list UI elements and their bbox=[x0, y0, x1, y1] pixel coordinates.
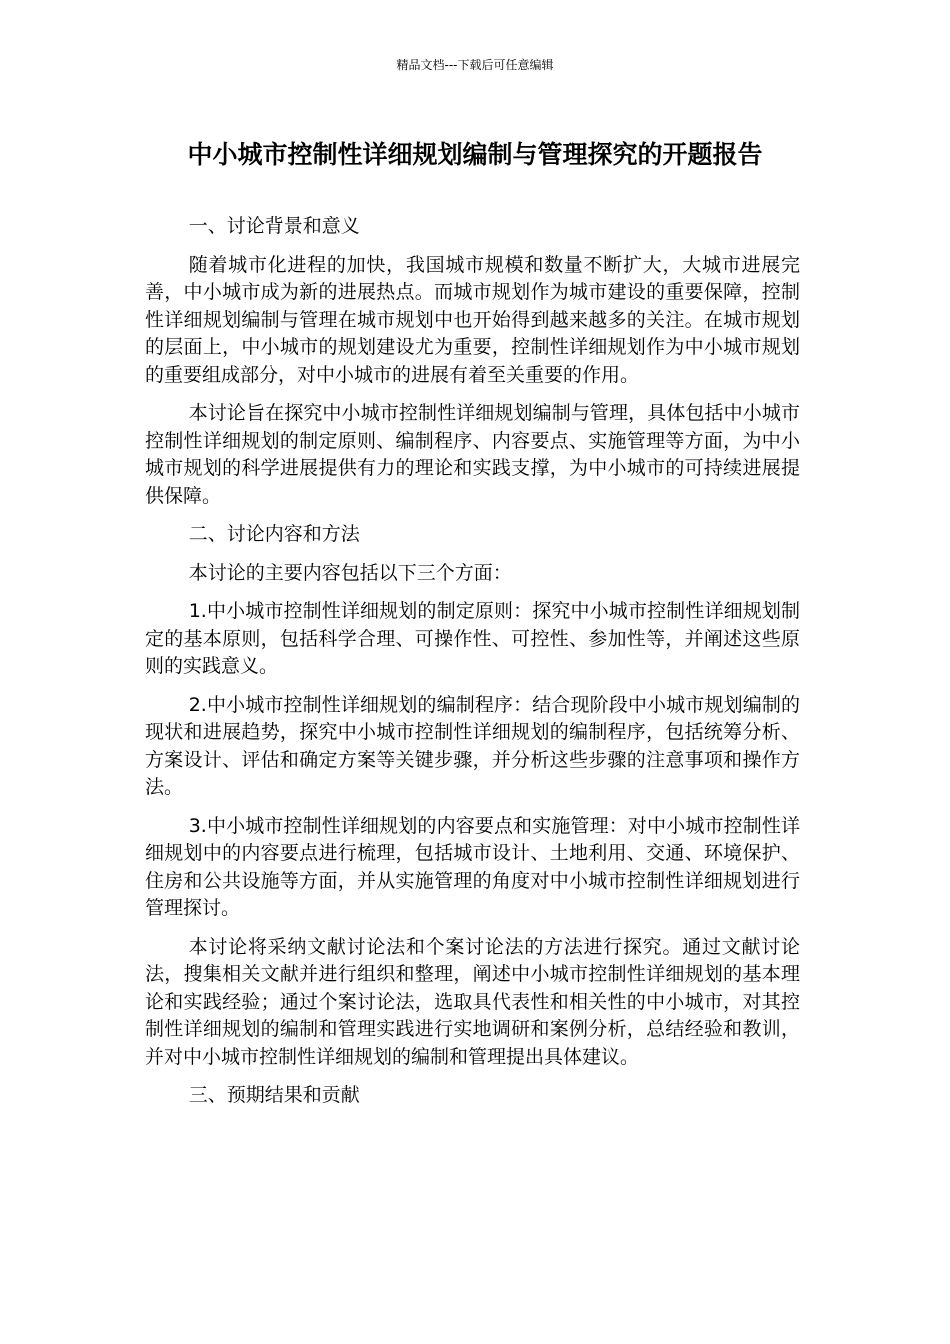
paragraph-purpose: 本讨论旨在探究中小城市控制性详细规划编制与管理，具体包括中小城市控制性详细规划的制定原则、编制程序、内容要点、实施管理等方面，为中小城市规划的科学进展提供有力的理论和实践支撑，为中小城市的可持续进展提供保障。 bbox=[145, 402, 800, 507]
list-item-implementation: 3.中小城市控制性详细规划的内容要点和实施管理：对中小城市控制性详细规划中的内容要点进行梳理，包括城市设计、土地利用、交通、环境保护、住房和公共设施等方面，并从实施管理的角度对中小城市控制性详细规划进行管理探讨。 bbox=[145, 814, 800, 919]
section-heading-results: 三、预期结果和贡献 bbox=[188, 1084, 360, 1106]
paragraph-background: 随着城市化进程的加快，我国城市规模和数量不断扩大，大城市进展完善，中小城市成为新的进展热点。而城市规划作为城市建设的重要保障，控制性详细规划编制与管理在城市规划中也开始得到越来越多的关注。在城市规划的层面上，中小城市的规划建设尤为重要，控制性详细规划作为中小城市规划的重要组成部分，对中小城市的进展有着至关重要的作用。 bbox=[145, 253, 800, 386]
document-title: 中小城市控制性详细规划编制与管理探究的开题报告 bbox=[187, 140, 763, 169]
document-body bbox=[145, 213, 800, 1121]
list-item-principles: 1.中小城市控制性详细规划的制定原则：探究中小城市控制性详细规划制定的基本原则，包括科学合理、可操作性、可控性、参加性等，并阐述这些原则的实践意义。 bbox=[145, 600, 800, 677]
paragraph-method: 本讨论将采纳文献讨论法和个案讨论法的方法进行探究。通过文献讨论法，搜集相关文献并进行组织和整理，阐述中小城市控制性详细规划的基本理论和实践经验；通过个案讨论法，选取具代表性和相关性的中小城市，对其控制性详细规划的编制和管理实践进行实地调研和案例分析，总结经验和教训，并对中小城市控制性详细规划的编制和管理提出具体建议。 bbox=[145, 935, 800, 1068]
paragraph-content-intro: 本讨论的主要内容包括以下三个方面： bbox=[188, 561, 512, 584]
page-header-note: 精品文档---下载后可任意编辑 bbox=[396, 58, 554, 72]
section-heading-content-method: 二、讨论内容和方法 bbox=[188, 523, 360, 545]
list-item-procedure: 2.中小城市控制性详细规划的编制程序：结合现阶段中小城市规划编制的现状和进展趋势，探究中小城市控制性详细规划的编制程序，包括统筹分析、方案设计、评估和确定方案等关键步骤，并分析这些步骤的注意事项和操作方法。 bbox=[145, 693, 800, 798]
section-heading-background: 一、讨论背景和意义 bbox=[188, 215, 360, 237]
